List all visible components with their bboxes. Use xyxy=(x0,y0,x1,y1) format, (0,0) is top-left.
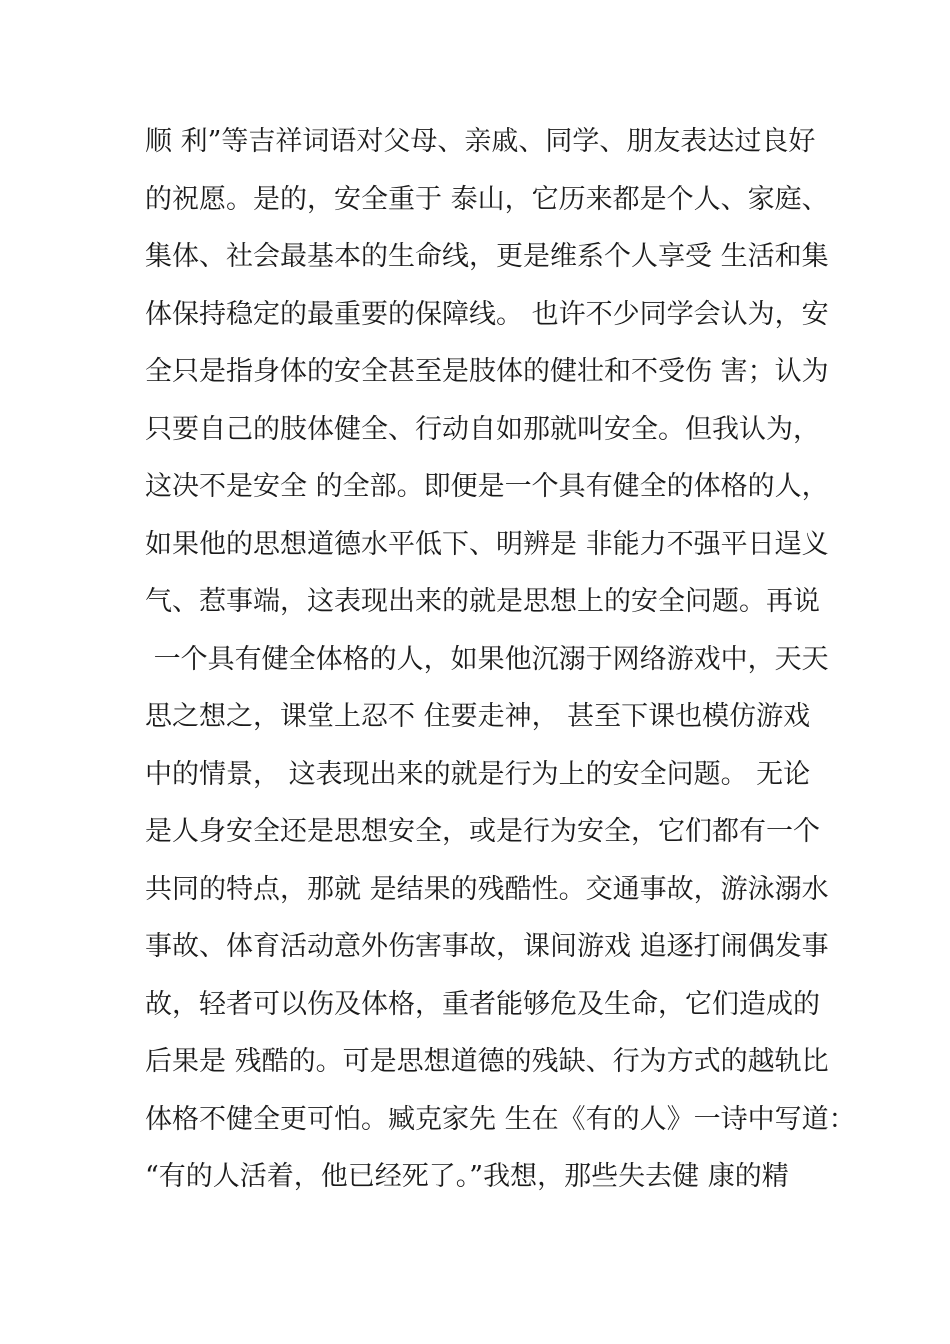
text-line: 如果他的思想道德水平低下、明辨是 非能力不强平日逞义 xyxy=(145,528,829,560)
text-line: 中的情景， 这表现出来的就是行为上的安全问题。 无论 xyxy=(145,758,811,790)
text-line: 顺 利”等吉祥词语对父母、亲戚、同学、朋友表达过良好 xyxy=(145,126,816,157)
text-line: 全只是指身体的安全甚至是肢体的健壮和不受伤 害；认为 xyxy=(145,356,829,387)
text-line: 集体、社会最基本的生命线，更是维系个人享受 生活和集 xyxy=(145,241,829,272)
text-line: 后果是 残酷的。可是思想道德的残缺、行为方式的越轨比 xyxy=(145,1046,829,1077)
text-line: 共同的特点，那就 是结果的残酷性。交通事故，游泳溺水 xyxy=(145,873,829,905)
text-line: 是人身安全还是思想安全，或是行为安全，它们都有一个 xyxy=(145,816,820,847)
text-line: 的祝愿。是的，安全重于 泰山，它历来都是个人、家庭、 xyxy=(145,183,829,215)
text-line: 这决不是安全 的全部。即便是一个具有健全的体格的人， xyxy=(145,471,829,502)
text-line: 一个具有健全体格的人，如果他沉溺于网络游戏中，天天 xyxy=(145,643,829,675)
body-text xyxy=(145,118,856,1211)
text-line: 体保持稳定的最重要的保障线。 也许不少同学会认为，安 xyxy=(145,298,829,330)
text-line: 体格不健全更可怕。臧克家先 生在《有的人》一诗中写道： xyxy=(145,1103,856,1135)
text-line: 气、惹事端，这表现出来的就是思想上的安全问题。再说 xyxy=(145,586,820,617)
text-line: 故，轻者可以伤及体格，重者能够危及生命，它们造成的 xyxy=(145,988,820,1020)
text-line: 只要自己的肢体健全、行动自如那就叫安全。但我认为， xyxy=(145,413,820,445)
text-line: “有的人活着，他已经死了。”我想，那些失去健 康的精 xyxy=(145,1161,789,1192)
text-line: 思之想之，课堂上忍不 住要走神， 甚至下课也模仿游戏 xyxy=(145,701,811,732)
text-line: 事故、体育活动意外伤害事故，课间游戏 追逐打闹偶发事 xyxy=(145,931,829,962)
